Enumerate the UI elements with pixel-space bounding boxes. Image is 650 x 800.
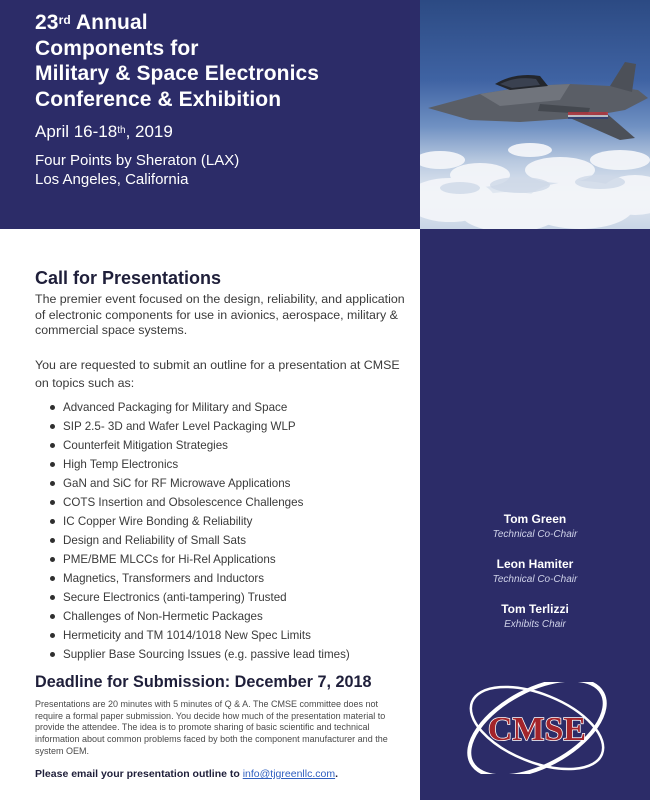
jet-above-clouds-image bbox=[420, 0, 650, 229]
topic-item: Design and Reliability of Small Sats bbox=[35, 531, 405, 550]
title-ordinal-suffix: rd bbox=[58, 13, 71, 27]
date-prefix: April 16-18 bbox=[35, 122, 118, 141]
conference-venue bbox=[35, 151, 420, 189]
email-link[interactable]: info@tjgreenllc.com bbox=[242, 768, 336, 780]
date-year: , 2019 bbox=[125, 122, 173, 141]
venue-line2: Los Angeles, California bbox=[35, 171, 189, 188]
topics-list bbox=[35, 398, 405, 664]
topic-item: SIP 2.5- 3D and Wafer Level Packaging WLP bbox=[35, 417, 405, 436]
conference-dates bbox=[35, 122, 420, 142]
member-name: Tom Green bbox=[503, 512, 567, 526]
conference-title bbox=[35, 10, 420, 112]
topic-item: High Temp Electronics bbox=[35, 455, 405, 474]
committee-list bbox=[420, 511, 650, 646]
title-line1: Annual bbox=[70, 11, 148, 34]
member-role: Technical Co-Chair bbox=[492, 529, 578, 540]
email-suffix: . bbox=[335, 768, 339, 780]
member-role: Exhibits Chair bbox=[504, 619, 566, 630]
member-role: Technical Co-Chair bbox=[492, 574, 578, 585]
topic-item: IC Copper Wire Bonding & Reliability bbox=[35, 512, 405, 531]
topic-item: Supplier Base Sourcing Issues (e.g. passive lead times) bbox=[35, 645, 405, 664]
call-heading: Call for Presentations bbox=[35, 268, 222, 288]
committee-member bbox=[420, 601, 650, 633]
topic-item: PME/BME MLCCs for Hi-Rel Applications bbox=[35, 550, 405, 569]
header-banner bbox=[0, 0, 420, 229]
committee-sidebar bbox=[420, 229, 650, 800]
title-line3: Military & Space Electronics bbox=[35, 62, 320, 85]
topic-item: Secure Electronics (anti-tampering) Trusted bbox=[35, 588, 405, 607]
topic-item: Advanced Packaging for Military and Space bbox=[35, 398, 405, 417]
topic-item: Hermeticity and TM 1014/1018 New Spec Limits bbox=[35, 626, 405, 645]
venue-line1: Four Points by Sheraton (LAX) bbox=[35, 152, 240, 169]
cmse-logo bbox=[458, 682, 616, 774]
topic-item: Magnetics, Transformers and Inductors bbox=[35, 569, 405, 588]
deadline-heading: Deadline for Submission: December 7, 2018 bbox=[35, 673, 372, 691]
title-line2: Components for bbox=[35, 36, 199, 60]
intro-paragraph: The premier event focused on the design, reliability, and application of electronic components for use in avionics, aerospace, military & commercial space systems. bbox=[35, 292, 405, 338]
email-prefix: Please email your presentation outline to bbox=[35, 768, 243, 780]
topic-item: COTS Insertion and Obsolescence Challenges bbox=[35, 493, 405, 512]
topic-item: Counterfeit Mitigation Strategies bbox=[35, 436, 405, 455]
request-paragraph: You are requested to submit an outline for a presentation at CMSE on topics such as: bbox=[35, 357, 400, 390]
member-name: Leon Hamiter bbox=[496, 557, 574, 571]
committee-member bbox=[420, 556, 650, 588]
date-suffix-sup: th bbox=[117, 125, 126, 136]
email-instruction bbox=[35, 768, 338, 780]
logo-text: CMSE bbox=[487, 711, 587, 748]
title-line4: Conference & Exhibition bbox=[35, 87, 282, 111]
topic-item: Challenges of Non-Hermetic Packages bbox=[35, 607, 405, 626]
committee-member bbox=[420, 511, 650, 543]
member-name: Tom Terlizzi bbox=[501, 602, 569, 616]
title-ordinal: 23 bbox=[35, 11, 59, 34]
fighter-jet-photo bbox=[420, 0, 650, 229]
topic-item: GaN and SiC for RF Microwave Applications bbox=[35, 474, 405, 493]
main-content bbox=[35, 268, 405, 664]
submission-details: Presentations are 20 minutes with 5 minutes of Q & A. The CMSE committee does not require a formal paper submission. You decide how much of the presentation material to provide the attendee. The idea is to promote sharing of basic scientific and technical information about common problems faced by both the component manufacturer and the system OEM. bbox=[35, 699, 388, 756]
